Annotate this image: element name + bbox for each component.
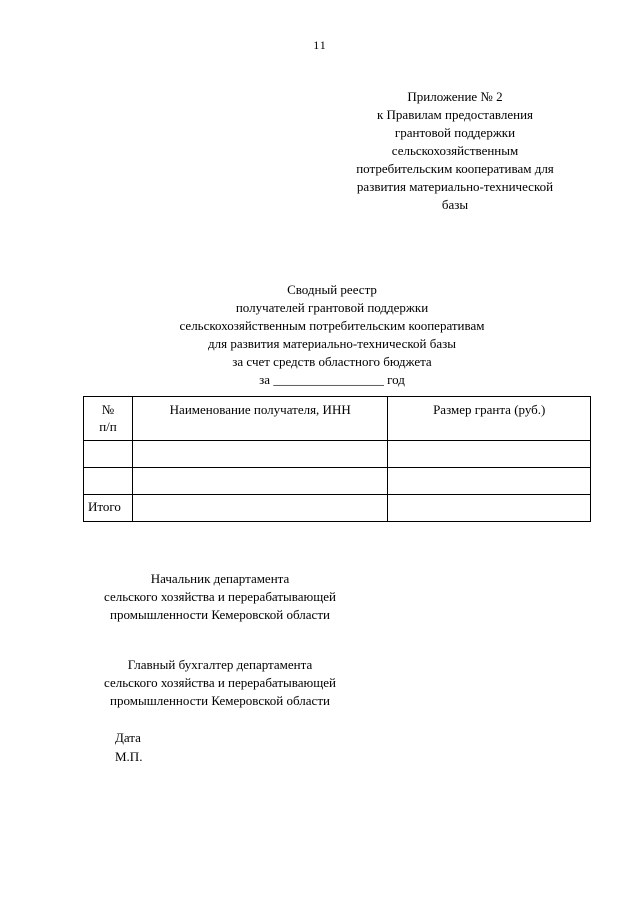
table-row — [84, 468, 591, 495]
appendix-line: развития материально-технической — [356, 179, 554, 194]
total-recipient — [132, 495, 388, 522]
signature-department-head — [84, 570, 356, 624]
appendix-line: к Правилам предоставления — [376, 107, 534, 122]
cell-grant-size — [388, 441, 591, 468]
title-period-line: за _________________ год — [259, 372, 405, 387]
signature-chief-accountant — [84, 656, 356, 710]
header-number-abbr: п/п — [99, 419, 117, 434]
stamp-label: М.П. — [115, 749, 143, 764]
appendix-line: потребительским кооперативам для — [356, 161, 554, 176]
signature-line: Начальник департамента — [150, 571, 290, 586]
cell-recipient — [132, 441, 388, 468]
appendix-line: базы — [441, 197, 469, 212]
table-row — [84, 441, 591, 468]
header-number — [84, 397, 133, 441]
registry-table — [83, 396, 591, 522]
table-header-row — [84, 397, 591, 441]
header-number-symbol: № — [101, 402, 115, 417]
signature-line: Главный бухгалтер департамента — [127, 657, 313, 672]
appendix-header — [330, 88, 580, 214]
title-line: Сводный реестр — [287, 282, 377, 297]
signature-line: промышленности Кемеровской области — [110, 693, 330, 708]
document-title — [0, 281, 640, 389]
title-line: за счет средств областного бюджета — [232, 354, 432, 369]
date-stamp-block — [115, 728, 142, 766]
appendix-line: сельскохозяйственным — [391, 143, 519, 158]
header-grant-size: Размер гранта (руб.) — [388, 397, 591, 441]
title-line: сельскохозяйственным потребительским кооперативам — [179, 318, 485, 333]
total-label: Итого — [84, 495, 133, 522]
signature-line: сельского хозяйства и перерабатывающей — [104, 589, 336, 604]
appendix-line: грантовой поддержки — [394, 125, 516, 140]
table-total-row — [84, 495, 591, 522]
cell-number — [84, 441, 133, 468]
page-number: 11 — [313, 38, 327, 52]
signature-line: сельского хозяйства и перерабатывающей — [104, 675, 336, 690]
cell-grant-size — [388, 468, 591, 495]
signature-line: промышленности Кемеровской области — [110, 607, 330, 622]
cell-recipient — [132, 468, 388, 495]
header-recipient: Наименование получателя, ИНН — [132, 397, 388, 441]
date-label: Дата — [115, 730, 141, 745]
title-line: получателей грантовой поддержки — [235, 300, 429, 315]
title-line: для развития материально-технической базы — [208, 336, 456, 351]
cell-number — [84, 468, 133, 495]
appendix-line: Приложение № 2 — [407, 89, 503, 104]
total-grant-size — [388, 495, 591, 522]
